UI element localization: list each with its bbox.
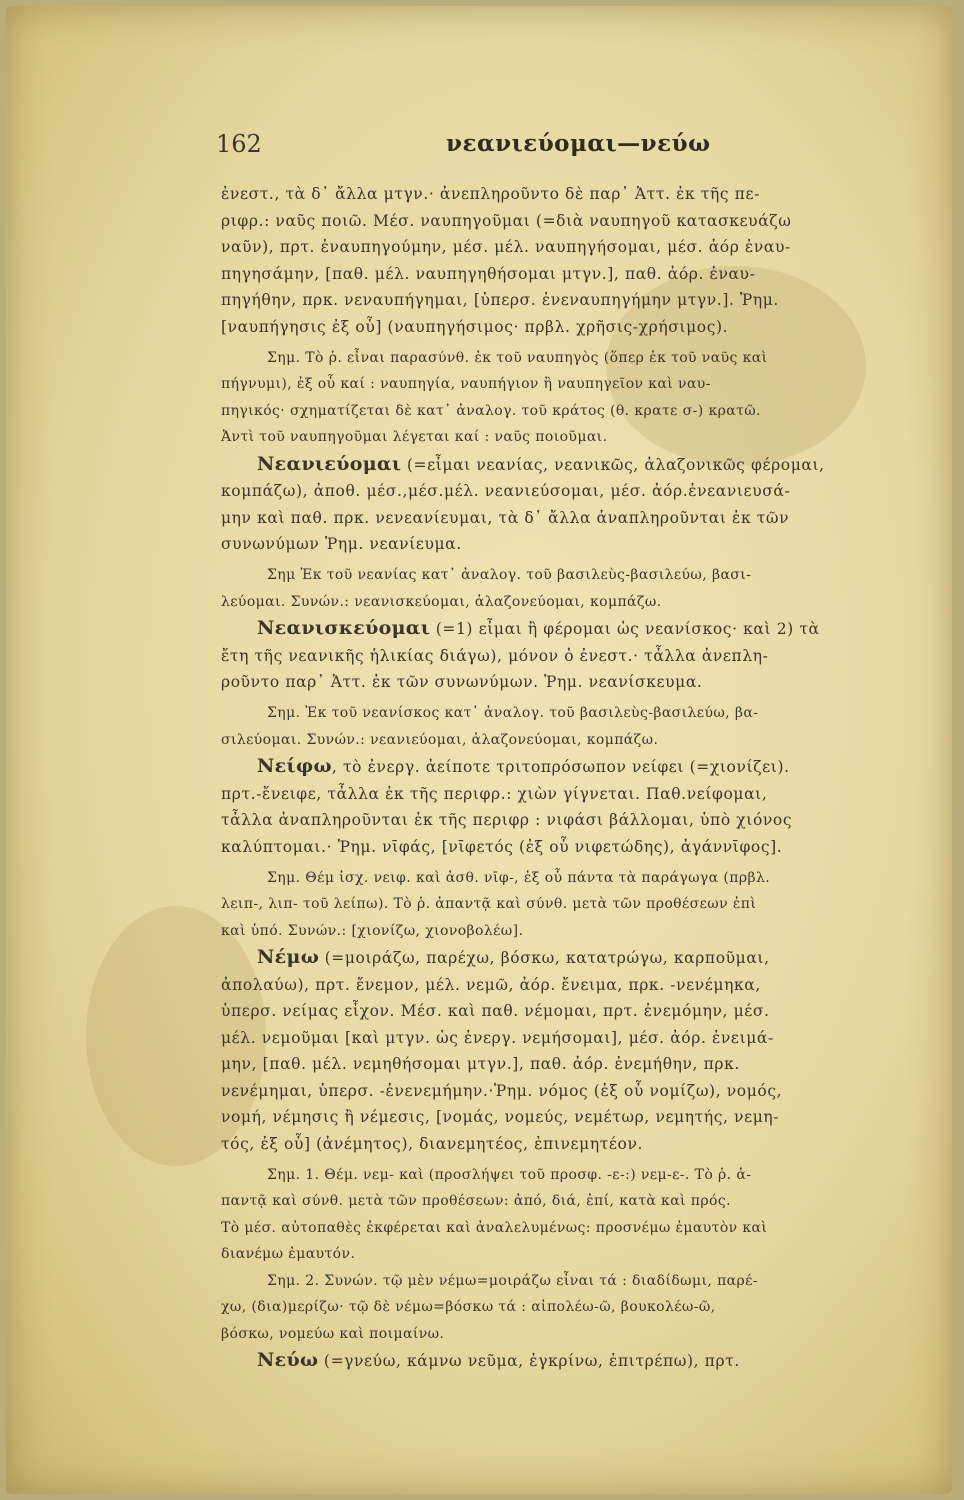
text-line: πηγήθην, πρκ. νεναυπήγημαι, [ὑπερσ. ἐνεναυπηγήμην μτγν.]. Ῥημ.: [221, 291, 779, 309]
note-line: πηγικός· σχηματίζεται δὲ κατ᾽ ἀναλογ. τοῦ κράτος (θ. κρατε σ-) κρατῶ.: [221, 402, 761, 419]
entry-line: Νεύω (=γνεύω, κάμνω νεῦμα, ἐγκρίνω, ἐπιτρέπω), πρτ.: [257, 1349, 740, 1371]
book-page: [6, 6, 952, 1494]
text-line: τός, ἐξ οὗ] (ἀνέμητος), διανεμητέος, ἐπινεμητέον.: [221, 1134, 644, 1153]
entry-headword: Νέμω: [257, 946, 320, 968]
note-line: Σημ. Τὸ ῥ. εἶναι παρασύνθ. ἐκ τοῦ ναυπηγὸς (ὅπερ ἐκ τοῦ ναῦς καὶ: [267, 349, 768, 366]
note-line: χω, (δια)μερίζω· τῷ δὲ νέμω=βόσκω τά : αἰπολέω-ῶ, βουκολέω-ῶ,: [221, 1299, 716, 1315]
note-line: λεύομαι. Συνών.: νεανισκεύομαι, ἀλαζονεύομαι, κομπάζω.: [221, 593, 662, 610]
note-line: παντᾷ καὶ σύνθ. μετὰ τῶν προθέσεων: ἀπό, διά, ἐπί, κατὰ καὶ πρός.: [221, 1193, 731, 1209]
page-header: [216, 130, 736, 170]
running-title: νεανιεύομαι—νεύω: [446, 130, 711, 157]
text-line: τἆλλα ἀναπληροῦνται ἐκ τῆς περιφρ : νιφάσι βάλλομαι, ὑπὸ χιόνος: [221, 811, 793, 829]
entry-headword: Νεανιεύομαι: [257, 452, 402, 475]
text-line: κομπάζω), ἀποθ. μέσ.,μέσ.μέλ. νεανιεύσομαι, μέσ. ἀόρ.ἐνεανιευσά-: [221, 482, 791, 500]
text-line: ὑπερσ. νείμας εἶχον. Μέσ. καὶ παθ. νέμομαι, πρτ. ἐνεμόμην, μέσ.: [221, 1002, 770, 1020]
text-line: συνωνύμων Ῥημ. νεανίευμα.: [221, 535, 462, 553]
text-line: ροῦντο παρ᾽ Ἀττ. ἐκ τῶν συνωνύμων. Ῥημ. νεανίσκευμα.: [221, 673, 703, 691]
entry-headword: Νεύω: [257, 1349, 319, 1371]
note-line: πήγνυμι), ἐξ οὗ καί : ναυπηγία, ναυπήγιον ἢ ναυπηγεῖον καὶ ναυ-: [221, 376, 711, 392]
note-line: σιλεύομαι. Συνών.: νεανιεύομαι, ἀλαζονεύομαι, κομπάζω.: [221, 731, 659, 748]
text-line: πηγησάμην, [παθ. μέλ. ναυπηγηθήσομαι μτγν.], παθ. ἀόρ. ἐναυ-: [221, 264, 756, 283]
entry-line: Νεανιεύομαι (=εἶμαι νεανίας, νεανικῶς, ἀλαζονικῶς φέρομαι,: [257, 452, 825, 475]
text-line: ἐνεστ., τὰ δ᾽ ἄλλα μτγν.· ἀνεπληροῦντο δὲ παρ᾽ Ἀττ. ἐκ τῆς πε-: [221, 185, 760, 203]
entry-line: Νείφω, τὸ ἐνεργ. ἀείποτε τριτοπρόσωπον νείφει (=χιονίζει).: [257, 755, 790, 777]
note-line: Ἀντὶ τοῦ ναυπηγοῦμαι λέγεται καί : ναῦς ποιοῦμαι.: [221, 429, 608, 445]
note-line: Σημ. 2. Συνών. τῷ μὲν νέμω=μοιράζω εἶναι τά : διαδίδωμι, παρέ-: [267, 1272, 758, 1289]
text-line: ἀπολαύω), πρτ. ἔνεμον, μέλ. νεμῶ, ἀόρ. ἔνειμα, πρκ. -νενέμηκα,: [221, 975, 761, 994]
note-line: Τὸ μέσ. αὐτοπαθὲς ἐκφέρεται καὶ ἀναλελυμένως: προσνέμω ἐμαυτὸν καὶ: [221, 1219, 768, 1236]
text-line: μέλ. νεμοῦμαι [καὶ μτγν. ὡς ἐνεργ. νεμήσομαι], μέσ. ἀόρ. ἐνειμά-: [221, 1028, 774, 1047]
note-line: διανέμω ἐμαυτόν.: [221, 1246, 356, 1262]
text-line: καλύπτομαι.· Ῥημ. νῑφάς, [νῑφετός (ἐξ οὗ νιφετώδης), ἀγάννῑφος].: [221, 837, 783, 856]
entry-line: Νεανισκεύομαι (=1) εἶμαι ἢ φέρομαι ὡς νεανίσκος· καὶ 2) τὰ: [257, 617, 820, 639]
note-line: Σημ. 1. Θέμ. νεμ- καὶ (προσλήψει τοῦ προσφ. -ε-:) νεμ-ε-. Τὸ ῥ. ἀ-: [267, 1166, 752, 1183]
text-line: ριφρ.: ναῦς ποιῶ. Μέσ. ναυπηγοῦμαι (=διὰ ναυπηγοῦ κατασκευάζω: [221, 211, 792, 230]
dictionary-body: [221, 184, 941, 1378]
text-line: νομή, νέμησις ἢ νέμεσις, [νομάς, νομεύς, νεμέτωρ, νεμητής, νεμη-: [221, 1108, 780, 1126]
page-number: 162: [216, 130, 262, 158]
text-line: ἔτη τῆς νεανικῆς ἡλικίας διάγω), μόνον ὁ ἐνεστ.· τἆλλα ἀνεπλη-: [221, 646, 769, 665]
text-line: πρτ.-ἔνειφε, τἆλλα ἐκ τῆς περιφρ.: χιὼν γίγνεται. Παθ.νείφομαι,: [221, 784, 768, 803]
note-line: καὶ ὑπό. Συνών.: [χιονίζω, χιονοβολέω].: [221, 922, 524, 939]
note-line: Σημ. Ἐκ τοῦ νεανίσκος κατ᾽ ἀναλογ. τοῦ βασιλεὺς-βασιλεύω, βα-: [267, 705, 759, 721]
note-line: Σημ. Θέμ ἰσχ. νειφ. καὶ ἀσθ. νῑφ-, ἐξ οὗ πάντα τὰ παράγωγα (πρβλ.: [267, 869, 771, 886]
text-line: ναῦν), πρτ. ἐναυπηγούμην, μέσ. μέλ. ναυπηγήσομαι, μέσ. ἀόρ ἐναυ-: [221, 238, 791, 256]
text-line: [ναυπήγησις ἐξ οὗ] (ναυπηγήσιμος· πρβλ. χρῆσις-χρήσιμος).: [221, 317, 729, 336]
note-line: Σημ Ἐκ τοῦ νεανίας κατ᾽ ἀναλογ. τοῦ βασιλεὺς-βασιλεύω, βασι-: [267, 567, 752, 583]
text-line: νενέμημαι, ὑπερσ. -ἐνενεμήμην.·Ῥημ. νόμος (ἐξ οὗ νομίζω), νομός,: [221, 1081, 783, 1100]
entry-headword: Νεανισκεύομαι: [257, 617, 431, 639]
entry-headword: Νείφω: [257, 755, 332, 777]
text-line: μην, [παθ. μέλ. νεμηθήσομαι μτγν.], παθ. ἀόρ. ἐνεμήθην, πρκ.: [221, 1055, 740, 1073]
note-line: βόσκω, νομεύω καὶ ποιμαίνω.: [221, 1325, 445, 1342]
entry-line: Νέμω (=μοιράζω, παρέχω, βόσκω, κατατρώγω, καρποῦμαι,: [257, 946, 770, 968]
text-line: μην καὶ παθ. πρκ. νενεανίευμαι, τὰ δ᾽ ἄλλα ἀναπληροῦνται ἐκ τῶν: [221, 508, 790, 527]
note-line: λειπ-, λιπ- τοῦ λείπω). Τὸ ῥ. ἀπαντᾷ καὶ σύνθ. μετὰ τῶν προθέσεων ἐπὶ: [221, 896, 757, 912]
